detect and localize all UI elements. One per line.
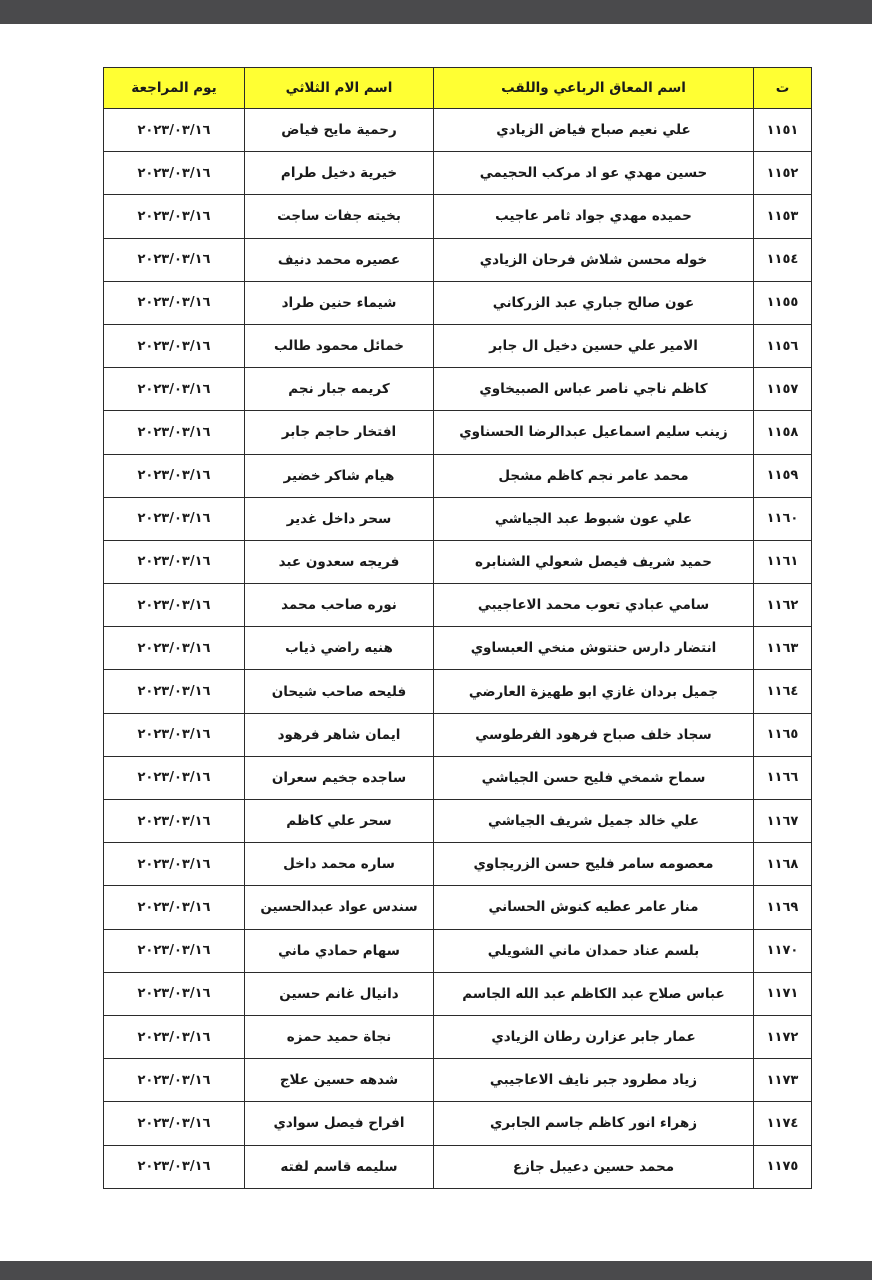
table-row xyxy=(104,713,812,756)
row-mother-name: سليمه قاسم لفته xyxy=(245,1145,434,1188)
row-name: محمد حسين دعيبل جازع xyxy=(434,1145,754,1188)
row-number: ١١٦٧ xyxy=(754,800,812,843)
row-mother-name: نجاة حميد حمزه xyxy=(245,1015,434,1058)
table-body xyxy=(104,109,812,1189)
table-row xyxy=(104,324,812,367)
row-mother-name: عصيره محمد دنيف xyxy=(245,238,434,281)
table-row xyxy=(104,843,812,886)
table-row xyxy=(104,1102,812,1145)
row-name: علي خالد جميل شريف الجياشي xyxy=(434,800,754,843)
row-number: ١١٥٧ xyxy=(754,368,812,411)
row-name: علي عون شبوط عبد الجياشي xyxy=(434,497,754,540)
row-mother-name: سندس عواد عبدالحسين xyxy=(245,886,434,929)
row-number: ١١٥٩ xyxy=(754,454,812,497)
row-review-date: ٢٠٢٣/٠٣/١٦ xyxy=(104,713,245,756)
table-header-row xyxy=(104,68,812,109)
row-number: ١١٥٢ xyxy=(754,152,812,195)
row-number: ١١٥٨ xyxy=(754,411,812,454)
row-mother-name: هنيه راضي ذياب xyxy=(245,627,434,670)
row-review-date: ٢٠٢٣/٠٣/١٦ xyxy=(104,1015,245,1058)
row-review-date: ٢٠٢٣/٠٣/١٦ xyxy=(104,281,245,324)
header-number: ت xyxy=(754,68,812,109)
row-number: ١١٧٣ xyxy=(754,1059,812,1102)
table-row xyxy=(104,368,812,411)
row-review-date: ٢٠٢٣/٠٣/١٦ xyxy=(104,670,245,713)
row-review-date: ٢٠٢٣/٠٣/١٦ xyxy=(104,109,245,152)
row-mother-name: نوره صاحب محمد xyxy=(245,584,434,627)
table-row xyxy=(104,800,812,843)
row-name: بلسم عناد حمدان ماني الشويلي xyxy=(434,929,754,972)
row-name: سماح شمخي فليح حسن الجياشي xyxy=(434,756,754,799)
row-number: ١١٥٥ xyxy=(754,281,812,324)
row-name: منار عامر عطيه كنوش الحساني xyxy=(434,886,754,929)
document-table-container xyxy=(103,67,811,1189)
row-number: ١١٦٣ xyxy=(754,627,812,670)
row-review-date: ٢٠٢٣/٠٣/١٦ xyxy=(104,540,245,583)
row-name: سجاد خلف صباح فرهود الفرطوسي xyxy=(434,713,754,756)
beneficiaries-table xyxy=(103,67,812,1189)
row-review-date: ٢٠٢٣/٠٣/١٦ xyxy=(104,929,245,972)
row-number: ١١٧٥ xyxy=(754,1145,812,1188)
bottom-bar xyxy=(0,1261,872,1280)
row-number: ١١٧٤ xyxy=(754,1102,812,1145)
row-number: ١١٦١ xyxy=(754,540,812,583)
row-name: سامي عبادي تعوب محمد الاعاجيبي xyxy=(434,584,754,627)
row-review-date: ٢٠٢٣/٠٣/١٦ xyxy=(104,1102,245,1145)
row-name: جميل بردان غازي ابو طهيزة العارضي xyxy=(434,670,754,713)
row-number: ١١٦٦ xyxy=(754,756,812,799)
row-review-date: ٢٠٢٣/٠٣/١٦ xyxy=(104,454,245,497)
row-review-date: ٢٠٢٣/٠٣/١٦ xyxy=(104,238,245,281)
row-name: الامير علي حسين دخيل ال جابر xyxy=(434,324,754,367)
row-mother-name: ايمان شاهر فرهود xyxy=(245,713,434,756)
row-review-date: ٢٠٢٣/٠٣/١٦ xyxy=(104,1059,245,1102)
row-review-date: ٢٠٢٣/٠٣/١٦ xyxy=(104,584,245,627)
row-review-date: ٢٠٢٣/٠٣/١٦ xyxy=(104,972,245,1015)
row-review-date: ٢٠٢٣/٠٣/١٦ xyxy=(104,497,245,540)
row-number: ١١٦٠ xyxy=(754,497,812,540)
table-row xyxy=(104,195,812,238)
row-mother-name: رحمية مايح فياض xyxy=(245,109,434,152)
row-name: انتضار دارس حنتوش منخي العبساوي xyxy=(434,627,754,670)
table-row xyxy=(104,152,812,195)
table-row xyxy=(104,411,812,454)
row-number: ١١٥٣ xyxy=(754,195,812,238)
table-row xyxy=(104,1015,812,1058)
table-row xyxy=(104,1145,812,1188)
table-row xyxy=(104,886,812,929)
row-number: ١١٦٩ xyxy=(754,886,812,929)
row-name: خوله محسن شلاش فرحان الزيادي xyxy=(434,238,754,281)
row-number: ١١٦٥ xyxy=(754,713,812,756)
row-name: حسين مهدي عو اد مركب الحجيمي xyxy=(434,152,754,195)
row-review-date: ٢٠٢٣/٠٣/١٦ xyxy=(104,843,245,886)
row-mother-name: شدهه حسين علاج xyxy=(245,1059,434,1102)
row-number: ١١٦٢ xyxy=(754,584,812,627)
row-review-date: ٢٠٢٣/٠٣/١٦ xyxy=(104,627,245,670)
table-row xyxy=(104,756,812,799)
row-name: زهراء انور كاظم جاسم الجابري xyxy=(434,1102,754,1145)
row-review-date: ٢٠٢٣/٠٣/١٦ xyxy=(104,886,245,929)
row-name: معصومه سامر فليح حسن الزريجاوي xyxy=(434,843,754,886)
row-name: حميد شريف فيصل شعولي الشنابره xyxy=(434,540,754,583)
row-number: ١١٦٤ xyxy=(754,670,812,713)
row-review-date: ٢٠٢٣/٠٣/١٦ xyxy=(104,324,245,367)
row-name: عون صالح جباري عبد الزركاني xyxy=(434,281,754,324)
row-number: ١١٥٤ xyxy=(754,238,812,281)
top-bar xyxy=(0,0,872,24)
row-name: محمد عامر نجم كاظم مشجل xyxy=(434,454,754,497)
table-row xyxy=(104,540,812,583)
header-name: اسم المعاق الرباعي واللقب xyxy=(434,68,754,109)
row-mother-name: خيرية دخيل طرام xyxy=(245,152,434,195)
row-mother-name: ساره محمد داخل xyxy=(245,843,434,886)
row-mother-name: دانيال غانم حسين xyxy=(245,972,434,1015)
row-review-date: ٢٠٢٣/٠٣/١٦ xyxy=(104,368,245,411)
table-row xyxy=(104,670,812,713)
row-mother-name: افتخار حاجم جابر xyxy=(245,411,434,454)
row-number: ١١٧٢ xyxy=(754,1015,812,1058)
table-row xyxy=(104,929,812,972)
row-review-date: ٢٠٢٣/٠٣/١٦ xyxy=(104,800,245,843)
row-name: زينب سليم اسماعيل عبدالرضا الحسناوي xyxy=(434,411,754,454)
row-mother-name: افراح فيصل سوادي xyxy=(245,1102,434,1145)
row-review-date: ٢٠٢٣/٠٣/١٦ xyxy=(104,195,245,238)
row-mother-name: بخيته جفات ساجت xyxy=(245,195,434,238)
row-review-date: ٢٠٢٣/٠٣/١٦ xyxy=(104,152,245,195)
row-review-date: ٢٠٢٣/٠٣/١٦ xyxy=(104,756,245,799)
row-name: عمار جابر عزارن رطان الزيادي xyxy=(434,1015,754,1058)
row-mother-name: ساجده جخيم سعران xyxy=(245,756,434,799)
row-mother-name: هيام شاكر خضير xyxy=(245,454,434,497)
row-number: ١١٦٨ xyxy=(754,843,812,886)
row-number: ١١٧١ xyxy=(754,972,812,1015)
row-name: زياد مطرود جبر نايف الاعاجيبي xyxy=(434,1059,754,1102)
header-mother-name: اسم الام الثلاثي xyxy=(245,68,434,109)
row-number: ١١٧٠ xyxy=(754,929,812,972)
row-name: علي نعيم صباح فياض الزيادي xyxy=(434,109,754,152)
row-review-date: ٢٠٢٣/٠٣/١٦ xyxy=(104,411,245,454)
row-mother-name: شيماء حنين طراد xyxy=(245,281,434,324)
row-mother-name: فليحه صاحب شيحان xyxy=(245,670,434,713)
row-name: حميده مهدي جواد ثامر عاجيب xyxy=(434,195,754,238)
row-review-date: ٢٠٢٣/٠٣/١٦ xyxy=(104,1145,245,1188)
row-mother-name: سهام حمادي ماني xyxy=(245,929,434,972)
table-row xyxy=(104,497,812,540)
table-row xyxy=(104,281,812,324)
row-mother-name: فريجه سعدون عبد xyxy=(245,540,434,583)
row-mother-name: سحر داخل غدير xyxy=(245,497,434,540)
row-mother-name: خمائل محمود طالب xyxy=(245,324,434,367)
row-number: ١١٥٦ xyxy=(754,324,812,367)
table-row xyxy=(104,454,812,497)
table-row xyxy=(104,584,812,627)
table-row xyxy=(104,627,812,670)
header-review-date: يوم المراجعة xyxy=(104,68,245,109)
row-mother-name: سحر علي كاظم xyxy=(245,800,434,843)
row-name: كاظم ناجي ناصر عباس الصبيخاوي xyxy=(434,368,754,411)
table-row xyxy=(104,238,812,281)
table-row xyxy=(104,1059,812,1102)
row-number: ١١٥١ xyxy=(754,109,812,152)
row-mother-name: كريمه جبار نجم xyxy=(245,368,434,411)
table-row xyxy=(104,972,812,1015)
row-name: عباس صلاح عبد الكاظم عبد الله الجاسم xyxy=(434,972,754,1015)
table-row xyxy=(104,109,812,152)
